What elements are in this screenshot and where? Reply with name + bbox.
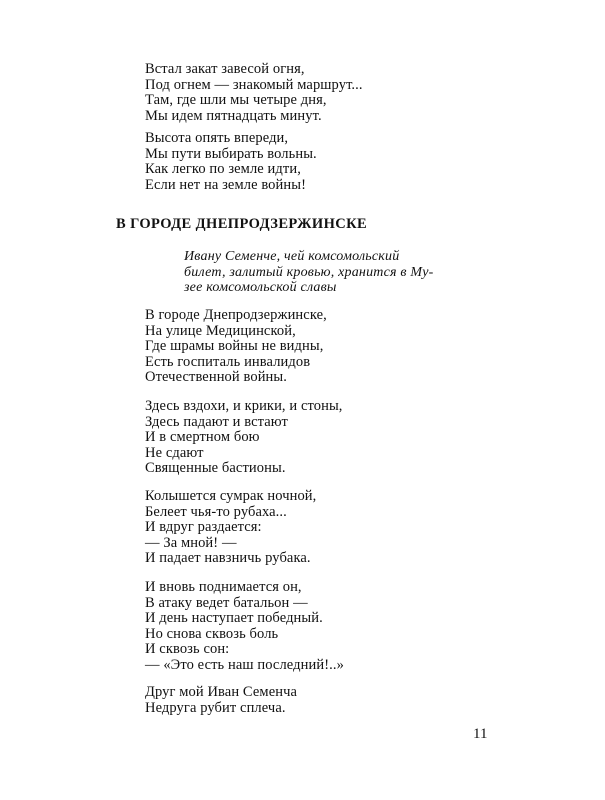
poem-stanza-5 <box>145 685 297 716</box>
poem-line: Друг мой Иван Семенча <box>145 684 298 700</box>
poem-stanza-1 <box>145 308 327 386</box>
poem-line: Если нет на земле войны! <box>145 176 307 193</box>
poem-line: В городе Днепродзержинске, <box>145 307 327 323</box>
poem-line: Где шрамы войны не видны, <box>145 338 324 354</box>
poem-line: Как легко по земле идти, <box>145 161 301 177</box>
intro-stanza-2 <box>145 131 317 193</box>
poem-stanza-4 <box>145 580 344 673</box>
poem-line: На улице Медицинской, <box>145 322 296 339</box>
poem-line: И падает навзничь рубака. <box>145 550 311 566</box>
poem-line: Здесь падают и встают <box>145 413 288 430</box>
poem-line: Есть госпиталь инвалидов <box>145 353 311 370</box>
poem-line: Священные бастионы. <box>145 460 286 476</box>
poem-line: Мы идем пятнадцать минут. <box>145 107 322 124</box>
poem-line: — За мной! — <box>145 534 237 551</box>
poem-line: Высота опять впереди, <box>145 130 289 146</box>
poem-line: И вновь поднимается он, <box>145 579 302 595</box>
poem-line: Мы пути выбирать вольны. <box>145 145 317 162</box>
poem-line: И сквозь сон: <box>145 641 230 657</box>
poem-line: Белеет чья-то рубаха... <box>145 503 287 520</box>
poem-line: Не сдают <box>145 444 204 461</box>
dedication-line: Ивану Семенче, чей комсомольский <box>184 249 400 264</box>
intro-stanza-1 <box>145 62 363 124</box>
poem-dedication <box>184 249 504 296</box>
poem-line: Под огнем — знакомый маршрут... <box>145 76 363 93</box>
poem-line: — «Это есть наш последний!..» <box>145 656 344 673</box>
poem-line: Здесь вздохи, и крики, и стоны, <box>145 398 343 414</box>
poem-line: Там, где шли мы четыре дня, <box>145 92 327 108</box>
poem-line: Отечественной войны. <box>145 369 287 385</box>
poem-stanza-2 <box>145 399 343 477</box>
page-number: 11 <box>473 726 488 742</box>
poem-line: Но снова сквозь боль <box>145 625 279 642</box>
poem-line: И вдруг раздается: <box>145 519 262 535</box>
dedication-line: билет, залитый кровью, хранится в Му- <box>184 264 434 280</box>
dedication-line: зее комсомольской славы <box>184 280 337 295</box>
poem-line: И день наступает победный. <box>145 610 323 626</box>
poem-line: В атаку ведет батальон — <box>145 594 308 611</box>
poem-line: И в смертном бою <box>145 429 260 445</box>
poem-line: Колышется сумрак ночной, <box>145 488 317 504</box>
poem-line: Встал закат завесой огня, <box>145 61 305 77</box>
poem-line: Недруга рубит сплеча. <box>145 699 286 716</box>
poem-stanza-3 <box>145 489 316 567</box>
poem-title: В ГОРОДЕ ДНЕПРОДЗЕРЖИНСКЕ <box>116 216 368 232</box>
